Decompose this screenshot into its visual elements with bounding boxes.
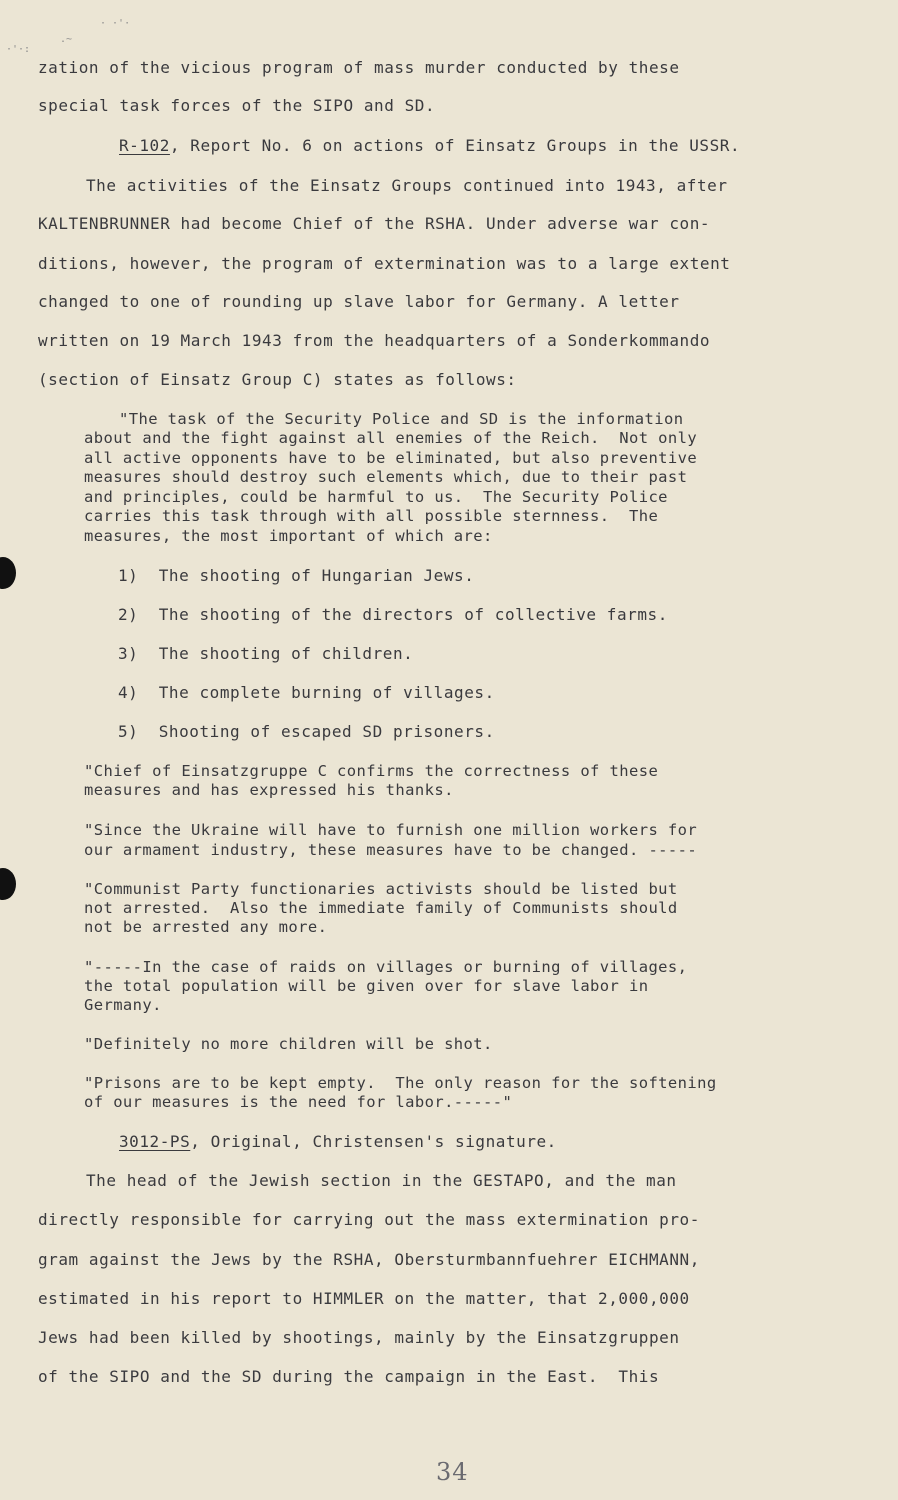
quote-line: carries this task through with all possible sternness. The	[84, 507, 659, 525]
body-line: Jews had been killed by shootings, mainly by the Einsatzgruppen	[38, 1328, 680, 1347]
body-line: written on 19 March 1943 from the headquarters of a Sonderkommando	[38, 331, 711, 350]
quote-line: all active opponents have to be eliminated, but also preventive	[84, 449, 698, 467]
body-line: estimated in his report to HIMMLER on the matter, that 2,000,000	[38, 1289, 690, 1308]
quote-line: "Chief of Einsatzgruppe C confirms the correctness of these	[84, 762, 659, 780]
citation-r102	[119, 136, 740, 156]
measure-number: 5)	[118, 722, 139, 741]
body-line: The head of the Jewish section in the GESTAPO, and the man	[86, 1171, 677, 1190]
quote-line: measures and has expressed his thanks.	[84, 781, 454, 799]
measure-number: 4)	[118, 683, 139, 702]
measure-item	[118, 683, 495, 703]
measure-text: The complete burning of villages.	[158, 683, 495, 702]
body-line: directly responsible for carrying out the mass extermination pro-	[38, 1210, 700, 1229]
quote-line: "Since the Ukraine will have to furnish one million workers for	[84, 821, 698, 839]
measure-number: 2)	[118, 605, 139, 624]
quote-line: our armament industry, these measures have to be changed. -----	[84, 841, 698, 859]
measure-text: Shooting of escaped SD prisoners.	[158, 722, 495, 741]
measure-text: The shooting of the directors of collective farms.	[158, 605, 668, 624]
body-line: (section of Einsatz Group C) states as follows:	[38, 370, 517, 389]
citation-ref: 3012-PS	[119, 1132, 191, 1151]
measure-number: 3)	[118, 644, 139, 663]
quote-line: Germany.	[84, 996, 162, 1014]
quote-line: measures should destroy such elements which, due to their past	[84, 468, 688, 486]
quote-line: "Prisons are to be kept empty. The only reason for the softening	[84, 1074, 717, 1092]
punch-hole	[0, 868, 16, 900]
quote-line: "Communist Party functionaries activists should be listed but	[84, 880, 678, 898]
body-line: The activities of the Einsatz Groups continued into 1943, after	[86, 176, 728, 195]
body-line: KALTENBRUNNER had become Chief of the RSHA. Under adverse war con-	[38, 214, 711, 233]
citation-text: , Report No. 6 on actions of Einsatz Groups in the USSR.	[169, 136, 741, 155]
body-line: gram against the Jews by the RSHA, Obersturmbannfuehrer EICHMANN,	[38, 1250, 700, 1269]
body-line: changed to one of rounding up slave labor for Germany. A letter	[38, 292, 680, 311]
measure-text: The shooting of Hungarian Jews.	[158, 566, 475, 585]
quote-line: about and the fight against all enemies of the Reich. Not only	[84, 429, 698, 447]
paper-speck: · ·'·	[100, 18, 131, 29]
punch-hole	[0, 557, 16, 589]
measure-item	[118, 644, 413, 664]
body-line: ditions, however, the program of extermination was to a large extent	[38, 254, 731, 273]
body-line: special task forces of the SIPO and SD.	[38, 96, 436, 115]
citation-ref: R-102	[119, 136, 170, 155]
quote-line: of our measures is the need for labor.-----"	[84, 1093, 513, 1111]
quote-line: not be arrested any more.	[84, 918, 328, 936]
paper-speck: ·'·:	[6, 44, 31, 55]
quote-line: measures, the most important of which are:	[84, 527, 493, 545]
measure-item	[118, 722, 495, 742]
body-line: zation of the vicious program of mass murder conducted by these	[38, 58, 680, 77]
citation-text: , Original, Christensen's signature.	[190, 1132, 557, 1151]
quote-line: and principles, could be harmful to us. The Security Police	[84, 488, 668, 506]
quote-line: the total population will be given over for slave labor in	[84, 977, 649, 995]
page-number: 34	[436, 1458, 469, 1486]
measure-number: 1)	[118, 566, 139, 585]
measure-text: The shooting of children.	[158, 644, 414, 663]
body-line: of the SIPO and the SD during the campaign in the East. This	[38, 1367, 660, 1386]
quote-line: "Definitely no more children will be shot.	[84, 1035, 493, 1053]
citation-3012ps	[119, 1132, 557, 1152]
quote-line: not arrested. Also the immediate family of Communists should	[84, 899, 678, 917]
paper-speck: .~	[60, 34, 73, 45]
measure-item	[118, 566, 474, 586]
quote-line: "-----In the case of raids on villages or burning of villages,	[84, 958, 688, 976]
quote-line: "The task of the Security Police and SD is the information	[119, 410, 684, 428]
measure-item	[118, 605, 668, 625]
